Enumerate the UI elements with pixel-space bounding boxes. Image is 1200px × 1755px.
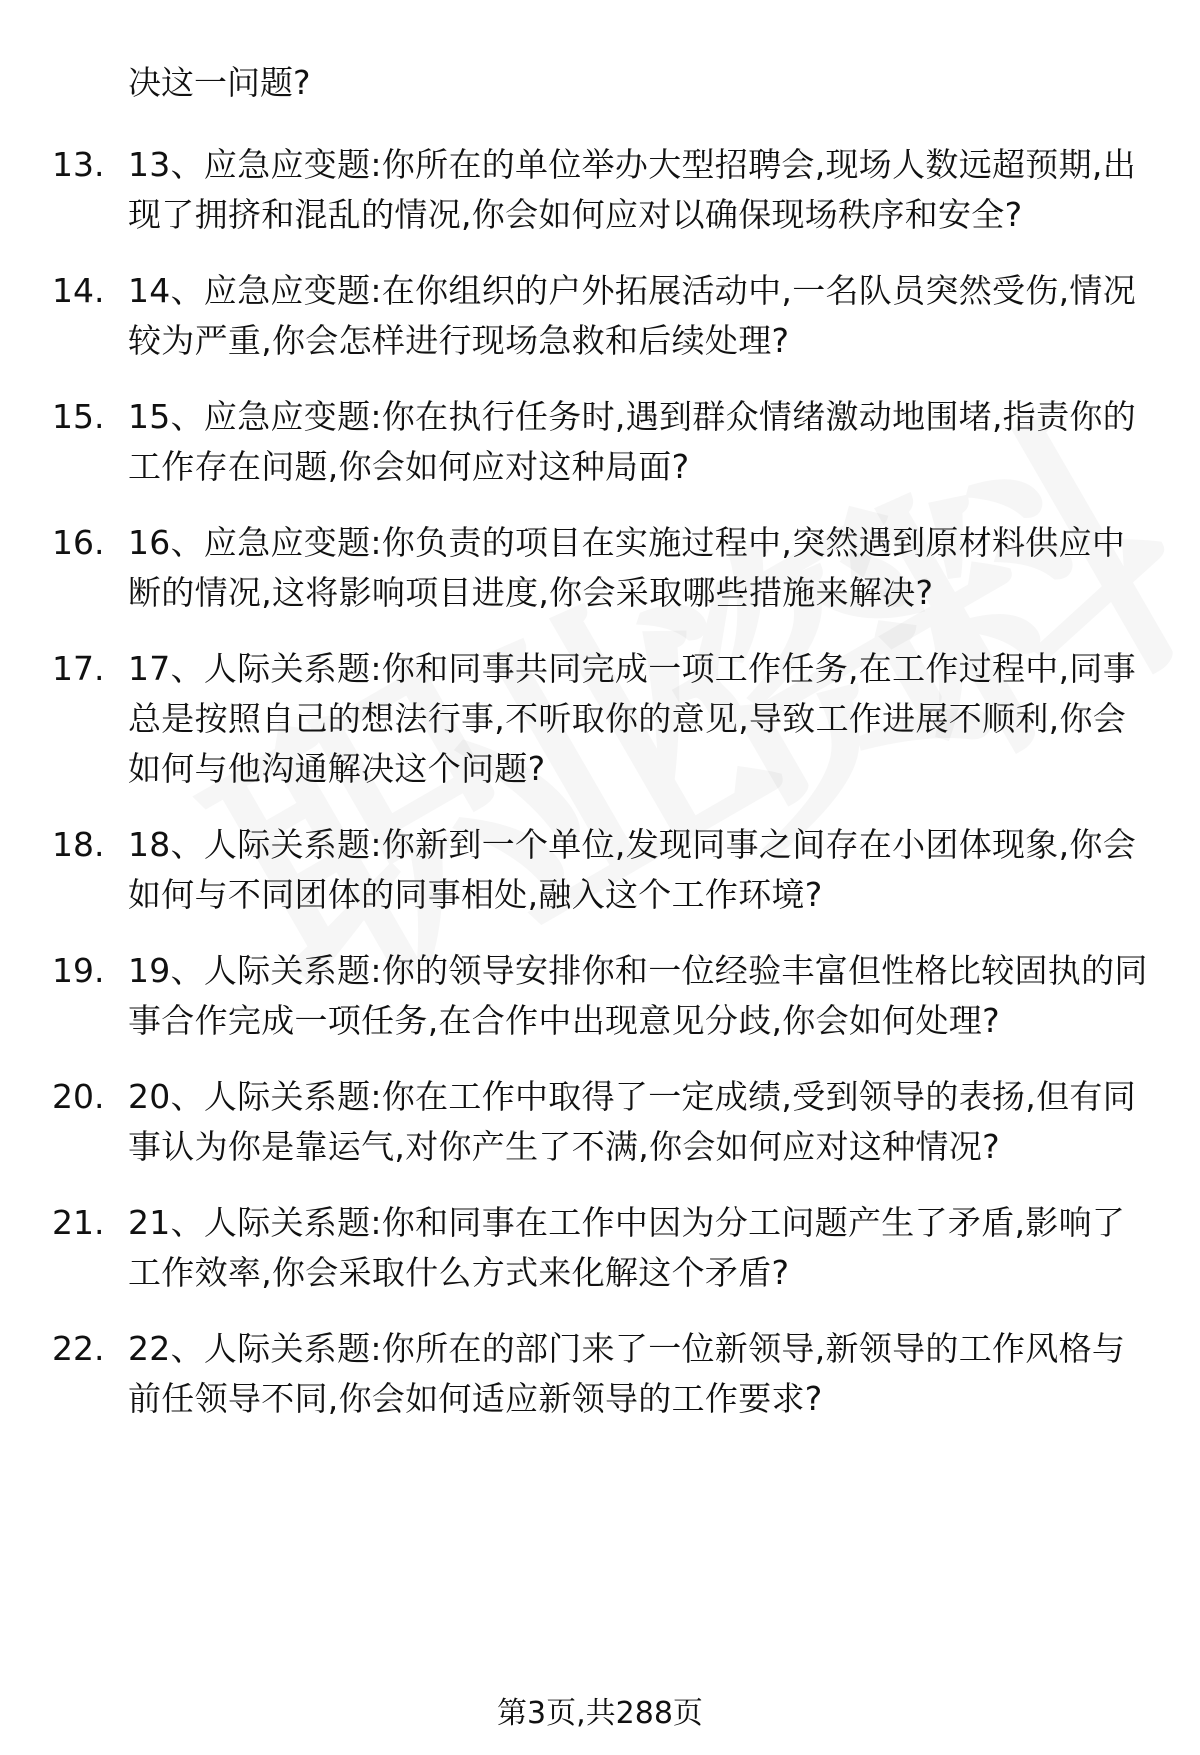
question-item bbox=[0, 266, 1200, 366]
question-item bbox=[0, 644, 1200, 794]
question-item bbox=[0, 140, 1200, 240]
question-text: 14、应急应变题:在你组织的户外拓展活动中,一名队员突然受伤,情况较为严重,你会怎样进行现场急救和后续处理? bbox=[128, 271, 1136, 360]
question-item bbox=[0, 820, 1200, 920]
question-text: 22、人际关系题:你所在的部门来了一位新领导,新领导的工作风格与前任领导不同,你会如何适应新领导的工作要求? bbox=[128, 1329, 1126, 1418]
question-text: 18、人际关系题:你新到一个单位,发现同事之间存在小团体现象,你会如何与不同团体的同事相处,融入这个工作环境? bbox=[128, 825, 1136, 914]
question-text: 19、人际关系题:你的领导安排你和一位经验丰富但性格比较固执的同事合作完成一项任务,在合作中出现意见分歧,你会如何处理? bbox=[128, 951, 1148, 1040]
question-number: 22. bbox=[52, 1329, 105, 1368]
question-list bbox=[0, 140, 1200, 1450]
question-item bbox=[0, 1198, 1200, 1298]
question-number: 13. bbox=[52, 145, 105, 184]
question-number: 19. bbox=[52, 951, 105, 990]
question-text: 15、应急应变题:你在执行任务时,遇到群众情绪激动地围堵,指责你的工作存在问题,你会如何应对这种局面? bbox=[128, 397, 1136, 486]
question-text: 21、人际关系题:你和同事在工作中因为分工问题产生了矛盾,影响了工作效率,你会采取什么方式来化解这个矛盾? bbox=[128, 1203, 1126, 1292]
question-text: 20、人际关系题:你在工作中取得了一定成绩,受到领导的表扬,但有同事认为你是靠运气,对你产生了不满,你会如何应对这种情况? bbox=[128, 1077, 1136, 1166]
question-item bbox=[0, 1072, 1200, 1172]
question-number: 17. bbox=[52, 649, 105, 688]
question-item bbox=[0, 518, 1200, 618]
question-item bbox=[0, 1324, 1200, 1424]
question-item bbox=[0, 946, 1200, 1046]
question-text: 16、应急应变题:你负责的项目在实施过程中,突然遇到原材料供应中断的情况,这将影响项目进度,你会采取哪些措施来解决? bbox=[128, 523, 1126, 612]
question-text: 17、人际关系题:你和同事共同完成一项工作任务,在工作过程中,同事总是按照自己的想法行事,不听取你的意见,导致工作进展不顺利,你会如何与他沟通解决这个问题? bbox=[128, 649, 1136, 788]
question-number: 15. bbox=[52, 397, 105, 436]
question-text: 13、应急应变题:你所在的单位举办大型招聘会,现场人数远超预期,出现了拥挤和混乱的情况,你会如何应对以确保现场秩序和安全? bbox=[128, 145, 1136, 234]
continued-question-text: 决这一问题? bbox=[128, 63, 311, 102]
page-footer: 第3页,共288页 bbox=[497, 1696, 703, 1731]
question-number: 14. bbox=[52, 271, 105, 310]
question-item bbox=[0, 392, 1200, 492]
question-number: 18. bbox=[52, 825, 105, 864]
question-number: 20. bbox=[52, 1077, 105, 1116]
question-number: 21. bbox=[52, 1203, 105, 1242]
question-number: 16. bbox=[52, 523, 105, 562]
